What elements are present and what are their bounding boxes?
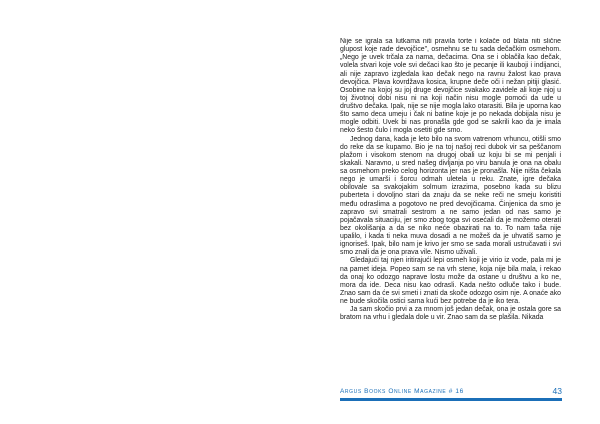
footer-rule — [340, 398, 562, 401]
paragraph: Gledajući taj njen iritirajući lepi osmeh koji je virio iz vode, pala mi je na pamet ideja. Popeo sam se na vrh stene, koja nije bila mala, i rekao da onaj ko odozgo naprave lostu može da ostane u društvu a ko ne, mora da ide. Deca nisu kao odrasli. Kada nešto odluče tako i bude. Znao sam da će svi smeti i znati da skoče odozgo osim nje. A onaće ako ne bude skočila ostici sama kući bez potrebe da je iko tera. — [340, 257, 561, 305]
magazine-name: Argus Books Online Magazine # 16 — [340, 387, 464, 395]
right-page-text — [340, 38, 561, 394]
paragraph: Ja sam skočio prvi a za mnom još jedan dečak, ona je ostala gore sa bratom na vrhu i gledala dole u vir. Znao sam da se plašila. Nikada — [340, 306, 561, 322]
right-page-footer — [340, 384, 562, 398]
paragraph: Nije se igrala sa lutkama niti pravila torte i kolače od blata niti slične glupost koje rade devojčice", osmehnu se tu sada dečačkim osmehom. „Nego je uvek trčala za nama, dečacima. Ona se i oblačila kao dečak, volela stvari koje vole svi dečaci kao što je pecanje ili kauboji i indijanci, ali nije zapravo izgledala kao dečak nego na ravnu žalost kao prava devojčica. Plava kovrdžava kosica, krupne deče oči i nežan pitiji glasić. Osobine na kojoj su joj druge devojčice svakako zavidele ali koje njoj u toj životnoj dobi nisu ni na koji način nisu mogle pomoći da ude u društvo dečaka. Ipak, nije se nije mogla lako otarasiti. Bila je uporna kao što samo deca umeju i čak ni batine koje je po nekada dobijala nisu je mogle odbiti. Uvek bi nas pronašla gde god se sakrili kao da je imala neko šesto čulo i mogla osetiti gde smo. — [340, 38, 561, 135]
paragraph: Jednog dana, kada je leto bilo na svom vatrenom vrhuncu, otišli smo do reke da se kupamo. Bio je na toj našoj reci dubok vir sa peščanom plažom i visokom stenom na drugoj obali uz koju bi se mi penjali i skakali. Naravno, u sred našeg divljanja po viru banula je ona na obalu sa osmehom preko celog horizonta jer nas je pronašla. Nije ništa čekala nego je umarši i šorcu odmah uletela u reku. Znate, igre dečaka obilovale sa svakojakim solmum izrazima, posebno kada su blizu puberteta i dovoljno stari da znaju da se neke reči ne smeju koristiti među odraslima a pogotovo ne pred devojčicama. Činjenica da smo je zapravo svi smatrali sestrom a ne samo jedan od nas samo je pojačavala situaciju, jer smo zbog toga svi osećali da je možemo oterati bez okolišanja a da se niko neće obazirati na to. To nam taša nije upalilo, i kada ti neka muva dosadi a ne možeš da je uhvatiš samo je ignoriseš. Ipak, bilo nam je krivo jer smo se sada morali ustručavati i svi smo znali da je ona prava vile. Nismo uživali. — [340, 135, 561, 257]
page-number: 43 — [552, 386, 562, 396]
